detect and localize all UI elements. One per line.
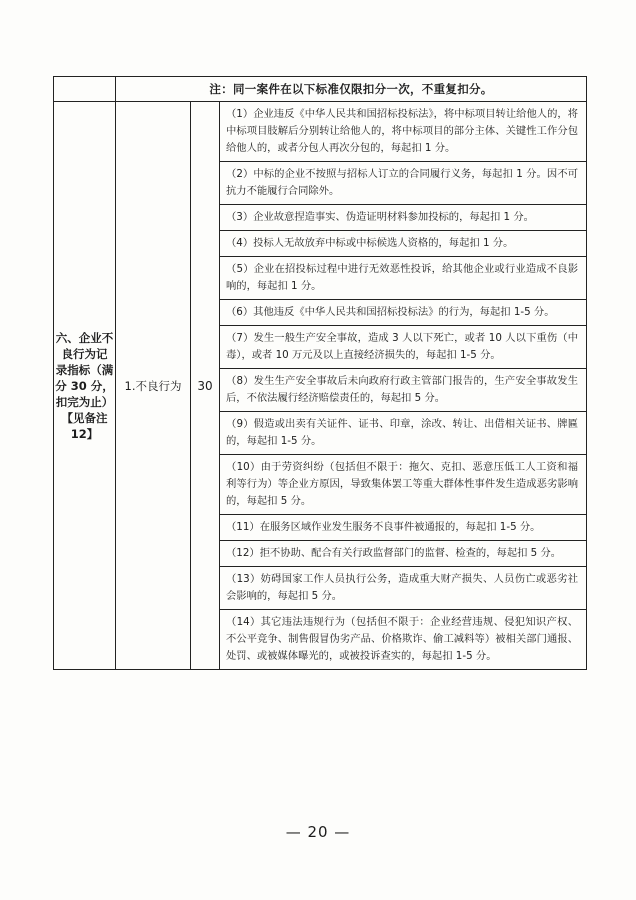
rule-cell: （8）发生生产安全事故后未向政府行政主管部门报告的，生产安全事故发生后，不依法履行经济赔偿责任的，每起扣 5 分。 <box>220 369 587 412</box>
rule-cell: （2）中标的企业不按照与招标人订立的合同履行义务，每起扣 1 分。因不可抗力不能履行合同除外。 <box>220 162 587 205</box>
document-table-region <box>53 76 587 670</box>
category-line: 分 30 分， <box>55 378 114 393</box>
category-line: 扣完为止） <box>55 394 114 409</box>
rule-cell: （11）在服务区域作业发生服务不良事件被通报的，每起扣 1-5 分。 <box>220 515 587 541</box>
item-points-cell: 30 <box>191 102 220 670</box>
rule-cell: （1）企业违反《中华人民共和国招标投标法》，将中标项目转让给他人的，将中标项目肢解后分别转让给他人的，将中标项目的部分主体、关键性工作分包给他人的，或者分包人再次分包的，每起扣 1 分。 <box>220 102 587 162</box>
rule-cell: （7）发生一般生产安全事故，造成 3 人以下死亡，或者 10 人以下重伤（中毒），或者 10 万元及以上直接经济损失的，每起扣 1-5 分。 <box>220 326 587 369</box>
rule-cell: （14）其它违法违规行为（包括但不限于：企业经营违规、侵犯知识产权、不公平竞争、制售假冒伪劣产品、价格欺诈、偷工减料等）被相关部门通报、处罚、或被媒体曝光的，或被投诉查实的，每起扣 1-5 分。 <box>220 610 587 670</box>
scoring-table <box>53 76 587 670</box>
category-cell <box>54 102 116 670</box>
category-line: 录指标（满 <box>55 362 114 377</box>
rule-cell: （13）妨碍国家工作人员执行公务，造成重大财产损失、人员伤亡或恶劣社会影响的，每起扣 5 分。 <box>220 567 587 610</box>
table-corner-cell <box>54 77 116 102</box>
rule-cell: （3）企业故意捏造事实、伪造证明材料参加投标的，每起扣 1 分。 <box>220 205 587 231</box>
rule-cell: （5）企业在招投标过程中进行无效恶性投诉，给其他企业或行业造成不良影响的，每起扣 1 分。 <box>220 257 587 300</box>
table-note: 注：同一案件在以下标准仅限扣分一次，不重复扣分。 <box>116 77 587 102</box>
category-line: 12】 <box>70 426 99 441</box>
rule-cell: （10）由于劳资纠纷（包括但不限于：拖欠、克扣、恶意压低工人工资和福利等行为）等企业方原因，导致集体罢工等重大群体性事件发生造成恶劣影响的，每起扣 5 分。 <box>220 455 587 515</box>
rule-cell: （12）拒不协助、配合有关行政监督部门的监督、检查的，每起扣 5 分。 <box>220 541 587 567</box>
category-line: 六、企业不 <box>55 330 114 345</box>
rule-cell: （6）其他违反《中华人民共和国招标投标法》的行为，每起扣 1-5 分。 <box>220 300 587 326</box>
category-line: 良行为记 <box>61 346 108 361</box>
rule-cell: （4）投标人无故放弃中标或中标候选人资格的，每起扣 1 分。 <box>220 231 587 257</box>
page-number: — 20 — <box>285 823 351 841</box>
item-name-cell: 1.不良行为 <box>116 102 191 670</box>
category-line: 【见备注 <box>61 410 108 425</box>
rule-cell: （9）假造或出卖有关证件、证书、印章，涂改、转让、出借相关证书、牌匾的，每起扣 1-5 分。 <box>220 412 587 455</box>
